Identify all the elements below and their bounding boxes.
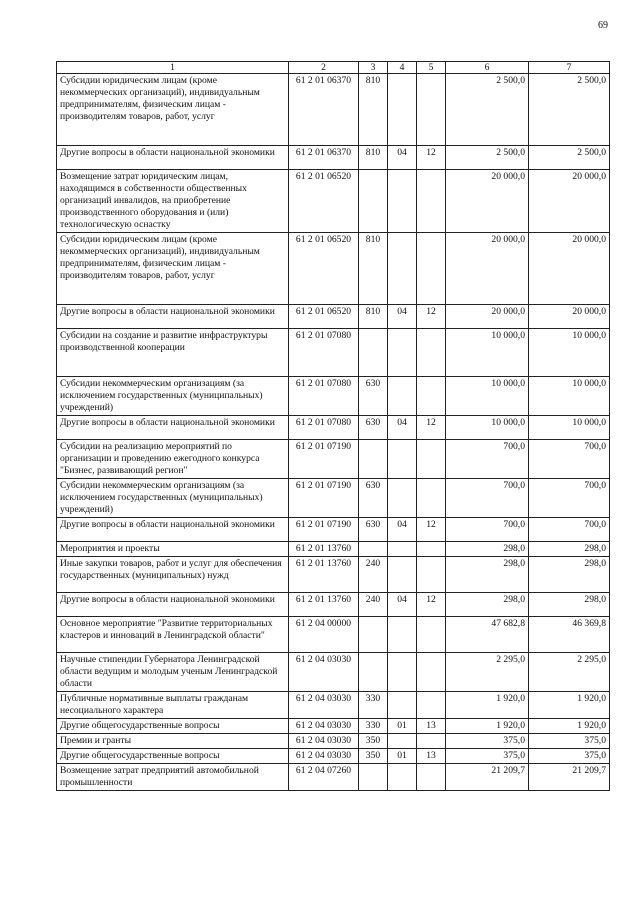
row-name: Другие вопросы в области национальной экономики — [57, 518, 289, 542]
column-header: 6 — [446, 62, 529, 74]
row-col7: 20 000,0 — [529, 170, 610, 233]
column-header: 4 — [388, 62, 417, 74]
row-col5 — [417, 74, 446, 146]
column-header: 5 — [417, 62, 446, 74]
row-col7: 21 209,7 — [529, 764, 610, 791]
column-header: 2 — [289, 62, 359, 74]
table-row — [57, 305, 610, 329]
row-code: 61 2 04 03030 — [289, 719, 359, 734]
row-col6: 298,0 — [446, 593, 529, 617]
row-col3: 240 — [359, 557, 388, 593]
row-col7: 700,0 — [529, 479, 610, 518]
row-col6: 2 500,0 — [446, 146, 529, 170]
row-col6: 10 000,0 — [446, 377, 529, 416]
row-col3: 810 — [359, 146, 388, 170]
row-col7: 298,0 — [529, 542, 610, 557]
row-col4 — [388, 542, 417, 557]
row-col6: 2 500,0 — [446, 74, 529, 146]
row-col6: 47 682,8 — [446, 617, 529, 653]
row-code: 61 2 01 06370 — [289, 74, 359, 146]
row-col5 — [417, 377, 446, 416]
header-row — [57, 62, 610, 74]
row-code: 61 2 01 06370 — [289, 146, 359, 170]
row-col6: 375,0 — [446, 749, 529, 764]
row-col5 — [417, 692, 446, 719]
row-code: 61 2 01 07080 — [289, 416, 359, 440]
row-col4 — [388, 734, 417, 749]
row-code: 61 2 01 07080 — [289, 377, 359, 416]
row-col6: 298,0 — [446, 557, 529, 593]
row-col6: 10 000,0 — [446, 329, 529, 377]
row-code: 61 2 04 03030 — [289, 749, 359, 764]
budget-table — [56, 61, 610, 791]
row-name: Возмещение затрат предприятий автомобильной промышленности — [57, 764, 289, 791]
row-col5 — [417, 557, 446, 593]
row-col3 — [359, 440, 388, 479]
table-row — [57, 416, 610, 440]
row-code: 61 2 01 07080 — [289, 329, 359, 377]
row-col7: 2 500,0 — [529, 146, 610, 170]
row-col5: 13 — [417, 749, 446, 764]
row-col3: 630 — [359, 518, 388, 542]
row-col4 — [388, 440, 417, 479]
row-col3 — [359, 764, 388, 791]
row-col6: 20 000,0 — [446, 233, 529, 305]
row-name: Другие общегосударственные вопросы — [57, 719, 289, 734]
table-row — [57, 734, 610, 749]
row-col5 — [417, 542, 446, 557]
row-col6: 2 295,0 — [446, 653, 529, 692]
table-row — [57, 377, 610, 416]
table-row — [57, 479, 610, 518]
row-col4 — [388, 377, 417, 416]
row-col3: 810 — [359, 74, 388, 146]
row-col7: 2 500,0 — [529, 74, 610, 146]
page-number: 69 — [598, 20, 608, 31]
row-code: 61 2 01 13760 — [289, 593, 359, 617]
row-col3: 810 — [359, 233, 388, 305]
row-col3: 330 — [359, 692, 388, 719]
row-code: 61 2 01 06520 — [289, 170, 359, 233]
row-code: 61 2 01 13760 — [289, 542, 359, 557]
row-col5 — [417, 329, 446, 377]
row-col6: 375,0 — [446, 734, 529, 749]
row-code: 61 2 01 13760 — [289, 557, 359, 593]
column-header: 7 — [529, 62, 610, 74]
row-col6: 20 000,0 — [446, 170, 529, 233]
row-name: Субсидии юридическим лицам (кроме некоммерческих организаций), индивидуальным предпринимателям, физическим лицам - производителям товаров, работ, услуг — [57, 233, 289, 305]
table-row — [57, 593, 610, 617]
row-col4 — [388, 170, 417, 233]
row-col3: 350 — [359, 734, 388, 749]
row-col3: 630 — [359, 416, 388, 440]
row-col7: 298,0 — [529, 593, 610, 617]
row-col7: 10 000,0 — [529, 416, 610, 440]
row-col3: 630 — [359, 479, 388, 518]
row-col3 — [359, 542, 388, 557]
row-name: Другие вопросы в области национальной экономики — [57, 146, 289, 170]
row-col4 — [388, 692, 417, 719]
row-col7: 46 369,8 — [529, 617, 610, 653]
row-col6: 298,0 — [446, 542, 529, 557]
column-header: 1 — [57, 62, 289, 74]
row-col6: 1 920,0 — [446, 719, 529, 734]
row-col4 — [388, 329, 417, 377]
row-col7: 10 000,0 — [529, 377, 610, 416]
row-col5: 13 — [417, 719, 446, 734]
row-col5: 12 — [417, 416, 446, 440]
row-code: 61 2 01 06520 — [289, 233, 359, 305]
row-col6: 700,0 — [446, 440, 529, 479]
row-name: Мероприятия и проекты — [57, 542, 289, 557]
row-col6: 21 209,7 — [446, 764, 529, 791]
row-name: Субсидии некоммерческим организациям (за исключением государственных (муниципальных) учреждений) — [57, 377, 289, 416]
row-col7: 700,0 — [529, 518, 610, 542]
row-col5 — [417, 233, 446, 305]
table-row — [57, 74, 610, 146]
table-row — [57, 518, 610, 542]
row-name: Другие вопросы в области национальной экономики — [57, 416, 289, 440]
row-col5 — [417, 653, 446, 692]
table-row — [57, 692, 610, 719]
row-col7: 10 000,0 — [529, 329, 610, 377]
row-col6: 10 000,0 — [446, 416, 529, 440]
row-col4 — [388, 617, 417, 653]
row-col6: 700,0 — [446, 518, 529, 542]
row-col3: 350 — [359, 749, 388, 764]
row-col3 — [359, 653, 388, 692]
row-name: Научные стипендии Губернатора Ленинградской области ведущим и молодым ученым Ленинградской области — [57, 653, 289, 692]
row-col4: 04 — [388, 593, 417, 617]
row-name: Субсидии на создание и развитие инфраструктуры производственной кооперации — [57, 329, 289, 377]
row-col4: 04 — [388, 146, 417, 170]
row-col5 — [417, 734, 446, 749]
table-row — [57, 440, 610, 479]
table-row — [57, 764, 610, 791]
row-col7: 298,0 — [529, 557, 610, 593]
row-col5 — [417, 440, 446, 479]
row-col3: 810 — [359, 305, 388, 329]
row-name: Другие вопросы в области национальной экономики — [57, 593, 289, 617]
row-name: Другие общегосударственные вопросы — [57, 749, 289, 764]
row-col5: 12 — [417, 593, 446, 617]
row-col3: 630 — [359, 377, 388, 416]
row-col6: 20 000,0 — [446, 305, 529, 329]
row-code: 61 2 01 07190 — [289, 518, 359, 542]
row-col6: 700,0 — [446, 479, 529, 518]
row-name: Публичные нормативные выплаты гражданам несоциального характера — [57, 692, 289, 719]
row-col5: 12 — [417, 305, 446, 329]
row-col4: 01 — [388, 719, 417, 734]
row-col7: 1 920,0 — [529, 692, 610, 719]
row-col7: 375,0 — [529, 749, 610, 764]
row-col5 — [417, 170, 446, 233]
row-name: Основное мероприятие "Развитие территориальных кластеров и инноваций в Ленинградской области" — [57, 617, 289, 653]
table-row — [57, 146, 610, 170]
row-col6: 1 920,0 — [446, 692, 529, 719]
table-row — [57, 233, 610, 305]
row-name: Субсидии некоммерческим организациям (за исключением государственных (муниципальных) учреждений) — [57, 479, 289, 518]
row-col3: 330 — [359, 719, 388, 734]
row-name: Иные закупки товаров, работ и услуг для обеспечения государственных (муниципальных) нужд — [57, 557, 289, 593]
row-col4 — [388, 764, 417, 791]
row-col5: 12 — [417, 146, 446, 170]
row-col4: 04 — [388, 416, 417, 440]
table-row — [57, 617, 610, 653]
row-col5 — [417, 617, 446, 653]
row-code: 61 2 04 00000 — [289, 617, 359, 653]
table-row — [57, 653, 610, 692]
row-col5 — [417, 764, 446, 791]
row-col4: 04 — [388, 518, 417, 542]
row-col3 — [359, 617, 388, 653]
row-code: 61 2 04 03030 — [289, 734, 359, 749]
row-col7: 2 295,0 — [529, 653, 610, 692]
table-row — [57, 749, 610, 764]
row-col4 — [388, 233, 417, 305]
table-row — [57, 542, 610, 557]
row-col4 — [388, 557, 417, 593]
row-name: Субсидии юридическим лицам (кроме некоммерческих организаций), индивидуальным предпринимателям, физическим лицам - производителям товаров, работ, услуг — [57, 74, 289, 146]
table-row — [57, 329, 610, 377]
row-col4 — [388, 653, 417, 692]
row-code: 61 2 04 03030 — [289, 692, 359, 719]
row-name: Возмещение затрат юридическим лицам, находящимся в собственности общественных организаций инвалидов, на приобретение производственного оборудования и (или) технологическую оснастку — [57, 170, 289, 233]
row-code: 61 2 01 07190 — [289, 479, 359, 518]
row-code: 61 2 04 03030 — [289, 653, 359, 692]
row-col4 — [388, 74, 417, 146]
row-col7: 20 000,0 — [529, 305, 610, 329]
row-col7: 1 920,0 — [529, 719, 610, 734]
table-row — [57, 170, 610, 233]
table-row — [57, 719, 610, 734]
row-col3 — [359, 329, 388, 377]
row-col4: 01 — [388, 749, 417, 764]
row-col3: 240 — [359, 593, 388, 617]
table-row — [57, 557, 610, 593]
column-header: 3 — [359, 62, 388, 74]
row-col3 — [359, 170, 388, 233]
row-col7: 700,0 — [529, 440, 610, 479]
row-code: 61 2 01 06520 — [289, 305, 359, 329]
row-col5: 12 — [417, 518, 446, 542]
row-code: 61 2 01 07190 — [289, 440, 359, 479]
row-col7: 375,0 — [529, 734, 610, 749]
row-col5 — [417, 479, 446, 518]
row-name: Другие вопросы в области национальной экономики — [57, 305, 289, 329]
row-col4 — [388, 479, 417, 518]
row-col7: 20 000,0 — [529, 233, 610, 305]
row-code: 61 2 04 07260 — [289, 764, 359, 791]
row-col4: 04 — [388, 305, 417, 329]
row-name: Субсидии на реализацию мероприятий по организации и проведению ежегодного конкурса "Бизнес, развивающий регион" — [57, 440, 289, 479]
row-name: Премии и гранты — [57, 734, 289, 749]
